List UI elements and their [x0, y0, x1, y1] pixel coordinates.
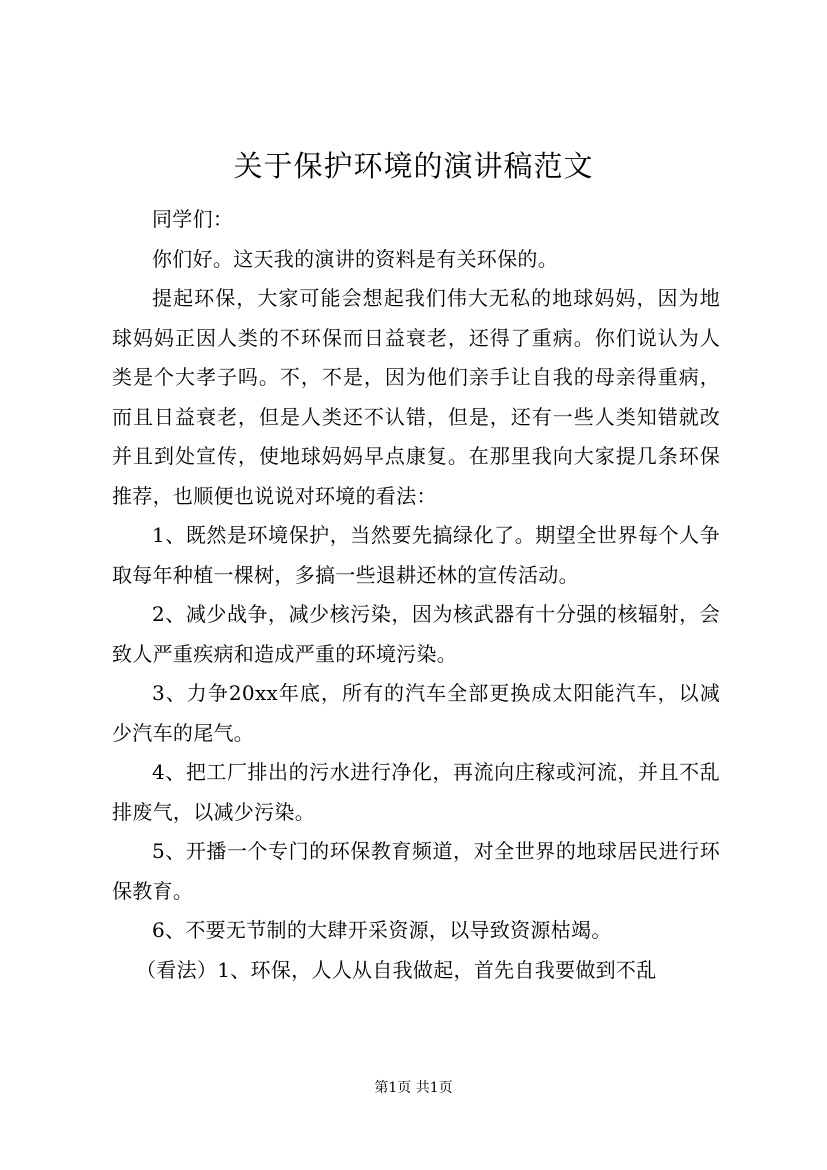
paragraph-item-4: 4、把工厂排出的污水进行净化，再流向庄稼或河流，并且不乱排废气，以减少污染。 [112, 760, 720, 824]
paragraph-item-3: 3、力争20xx年底，所有的汽车全部更换成太阳能汽车，以减少汽车的尾气。 [112, 681, 720, 745]
paragraph-intro: 你们好。这天我的演讲的资料是有关环保的。 [152, 246, 558, 271]
page-footer: 第1页 共1页 [374, 1080, 453, 1096]
paragraph-greeting: 同学们： [152, 207, 234, 231]
paragraph-opinion: （看法）1、环保，人人从自我做起，首先自我要做到不乱 [136, 957, 657, 982]
paragraph-item-6: 6、不要无节制的大肆开采资源，以导致资源枯竭。 [152, 918, 612, 942]
document-body [112, 200, 720, 990]
paragraph-main: 提起环保，大家可能会想起我们伟大无私的地球妈妈，因为地球妈妈正因人类的不环保而日益衰老，还得了重病。你们说认为人类是个大孝子吗。不，不是，因为他们亲手让自我的母亲得重病，而且日益衰老，但是人类还不认错，但是，还有一些人类知错就改并且到处宣传，使地球妈妈早点康复。在那里我向大家提几条环保推荐，也顺便也说说对环境的看法： [112, 286, 720, 508]
paragraph-item-5: 5、开播一个专门的环保教育频道，对全世界的地球居民进行环保教育。 [112, 839, 720, 903]
paragraph-item-2: 2、减少战争，减少核污染，因为核武器有十分强的核辐射，会致人严重疾病和造成严重的环境污染。 [112, 602, 720, 666]
paragraph-item-1: 1、既然是环境保护，当然要先搞绿化了。期望全世界每个人争取每年种植一棵树，多搞一些退耕还林的宣传活动。 [112, 523, 720, 587]
document-title: 关于保护环境的演讲稿范文 [233, 149, 594, 183]
